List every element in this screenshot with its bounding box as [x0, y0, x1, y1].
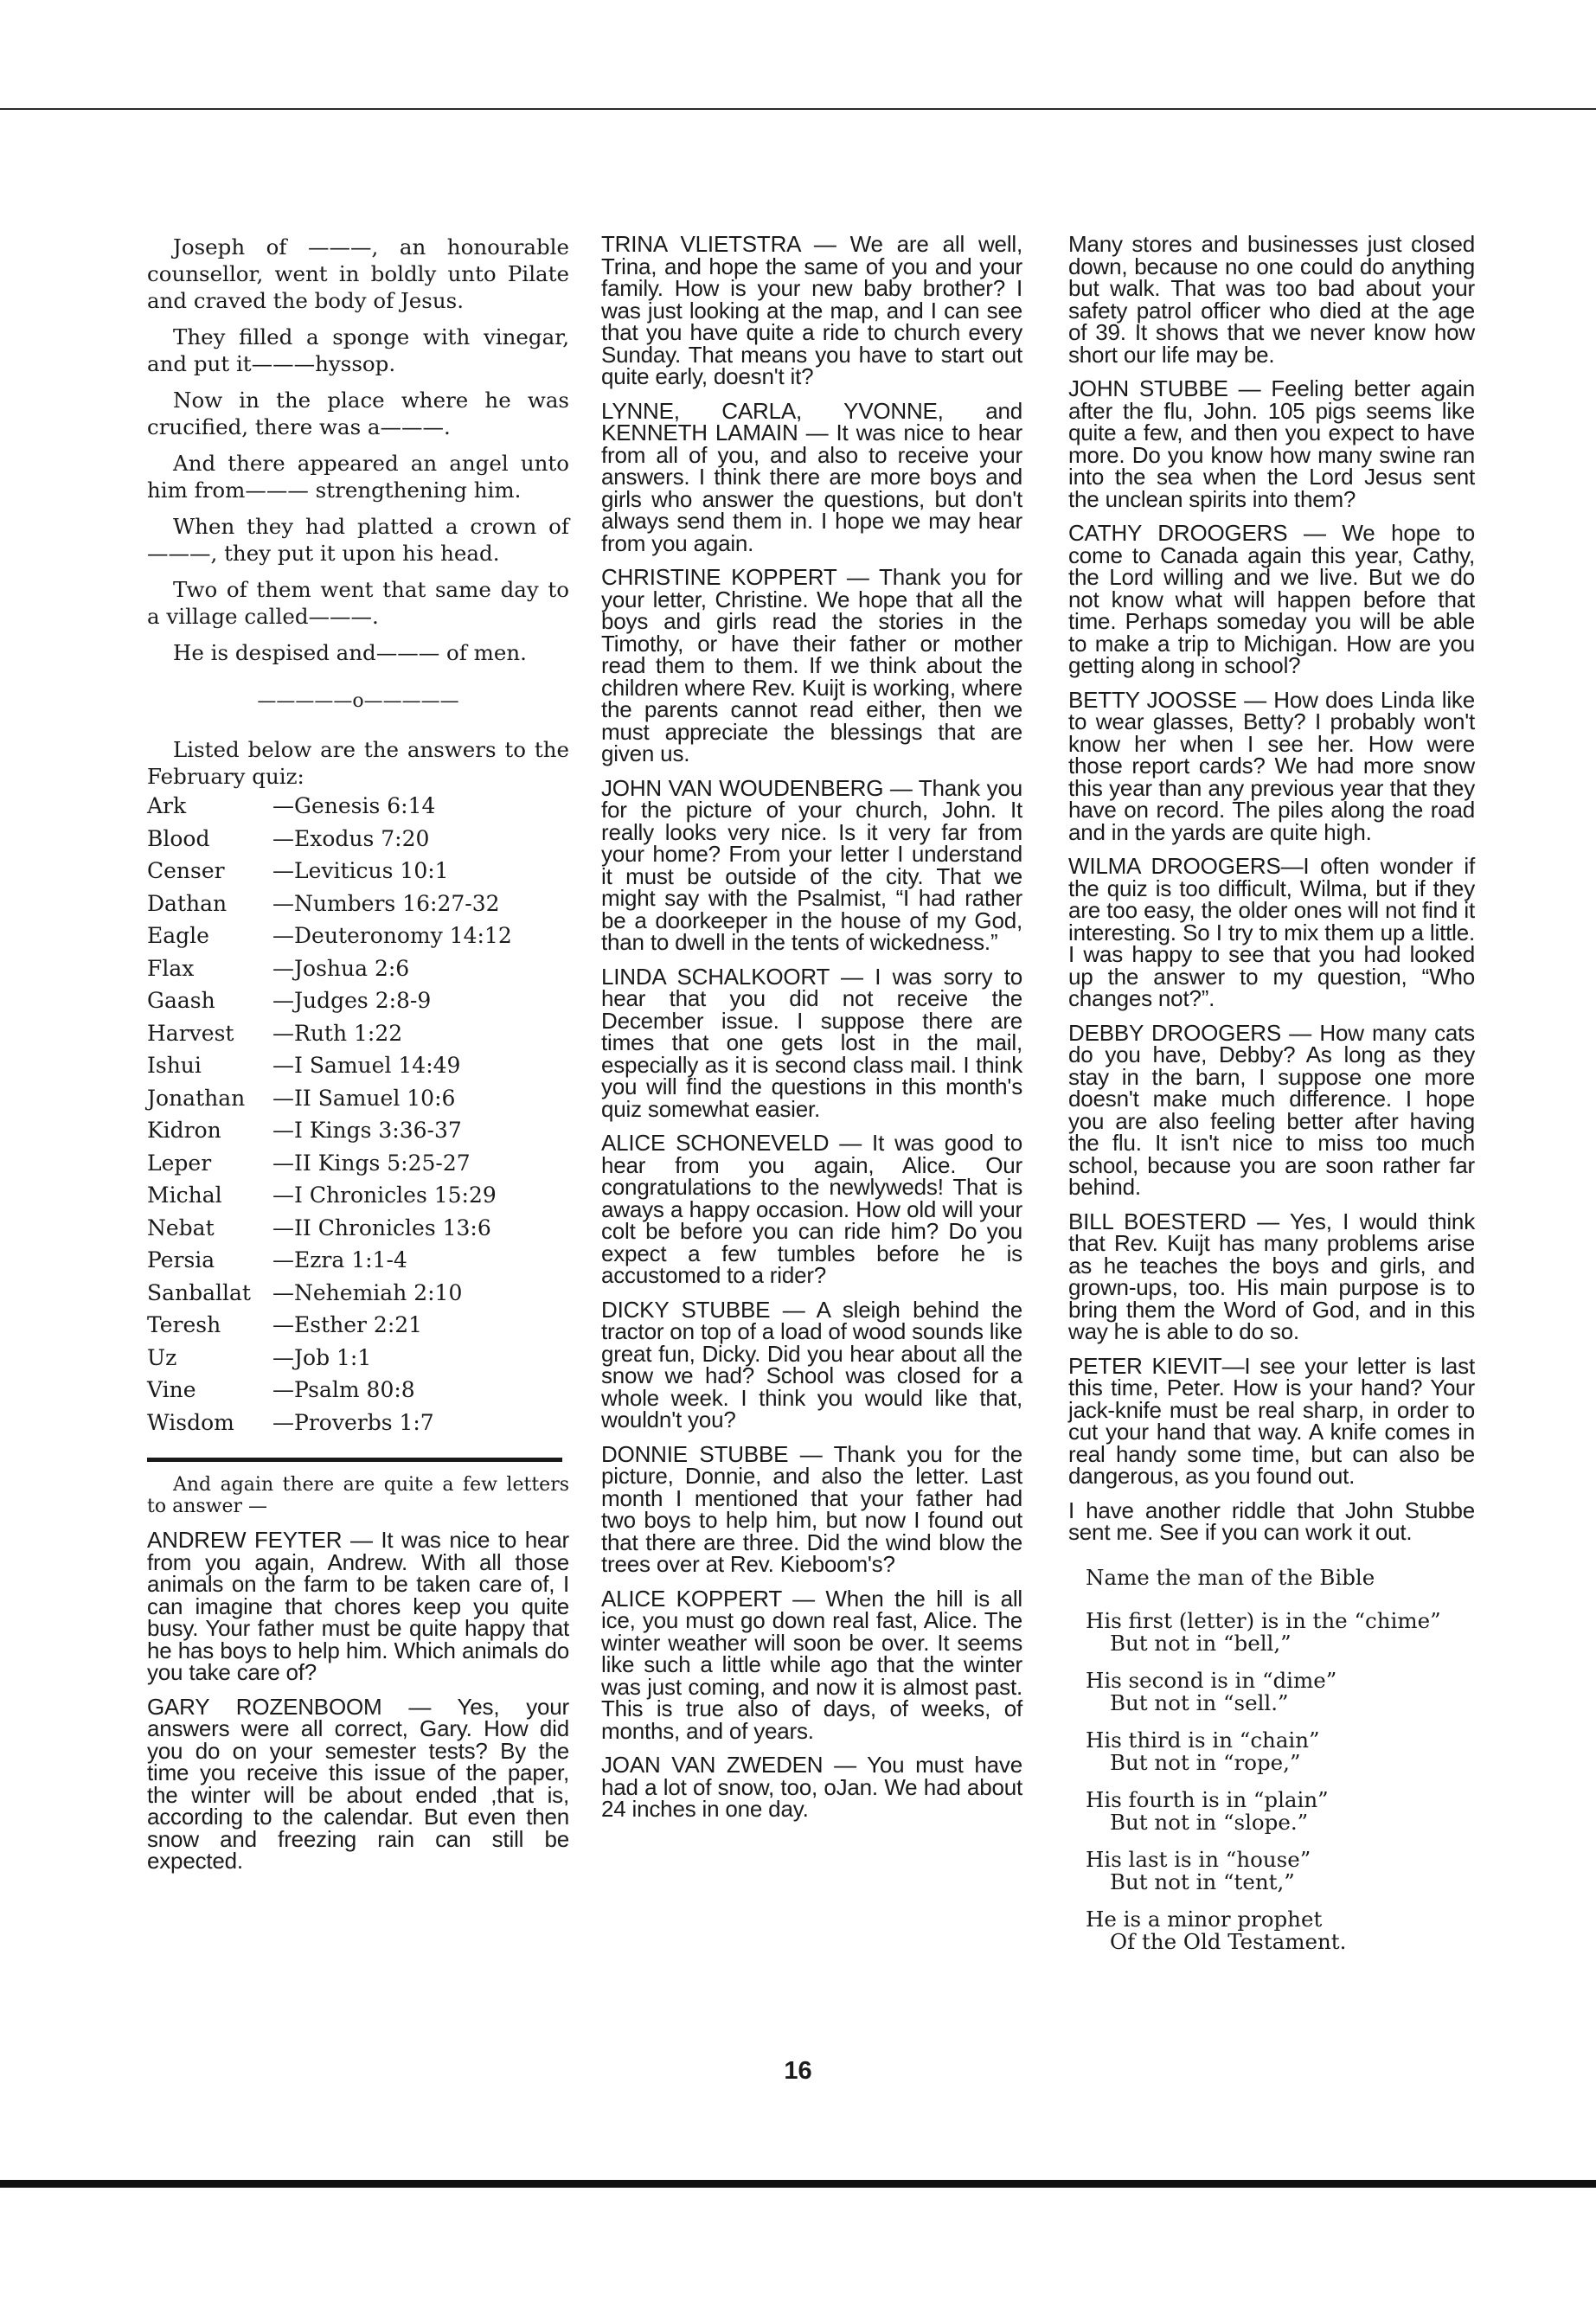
answer-row	[147, 855, 569, 888]
letter-reply: I have another riddle that John Stubbe sent me. See if you can work it out.	[1068, 1497, 1475, 1545]
answer-row	[147, 1212, 569, 1245]
answer-reference: —Nehemiah 2:10	[272, 1279, 463, 1305]
answer-word: Censer	[147, 858, 225, 883]
riddle-verse	[1086, 1908, 1475, 1953]
letter-reply: TRINA VLIETSTRA — We are all well, Trina, and hope the same of you and your family. How is your new baby brother? I was just looking at the map, and I can see that you have quite a ride to church every Sunday. That means you have to start out quite early, doesn't it?	[601, 231, 1022, 389]
riddle-subline: But not in “bell,”	[1110, 1630, 1292, 1656]
answer-word: Gaash	[147, 988, 215, 1013]
answer-reference: —Ruth 1:22	[272, 1020, 403, 1046]
riddle-subline: But not in “rope,”	[1110, 1749, 1301, 1775]
answer-row	[147, 1179, 569, 1212]
answer-row	[147, 1342, 569, 1375]
answer-reference: —Ezra 1:1-4	[272, 1247, 407, 1272]
riddle-subline: Of the Old Testament.	[1110, 1928, 1347, 1954]
answer-reference: —Judges 2:8-9	[272, 988, 432, 1013]
answer-row	[147, 920, 569, 952]
answer-reference: —Job 1:1	[272, 1344, 372, 1370]
answer-word: Leper	[147, 1150, 212, 1176]
answer-reference: —I Kings 3:36-37	[272, 1118, 462, 1143]
answer-reference: —II Samuel 10:6	[272, 1085, 456, 1111]
scan-bottom-bar	[0, 2180, 1596, 2188]
answer-row	[147, 1017, 569, 1050]
scan-top-band	[0, 0, 1596, 110]
letter-reply: WILMA DROOGERS—I often wonder if the quiz is too difficult, Wilma, but if they are too easy, the older ones will not find it interesting. So I try to mix them up a little. I was happy to see that you had looked up the answer to my question, “Who changes not?”.	[1068, 853, 1475, 1011]
letters-list-middle	[601, 231, 1022, 1822]
letter-reply: CHRISTINE KOPPERT — Thank you for your letter, Christine. We hope that all the boys and girls read the stories in the Timothy, or have their father or mother read them to them. If we think about the children where Rev. Kuijt is working, where the parents cannot read either, then we must appreciate the blessings that are given us.	[601, 564, 1022, 766]
quiz-questions	[147, 234, 569, 666]
letter-reply: GARY ROZENBOOM — Yes, your answers were all correct, Gary. How did you do on your semester tests? By the time you receive this issue of the paper, the winter will be about ended ,that is, according to the calendar. But even then snow and freezing rain can still be expected.	[147, 1693, 569, 1874]
letter-reply: BILL BOESTERD — Yes, I would think that Rev. Kuijt has many problems arise as he teaches the boys and girls, and grown-ups, too. His main purpose is to bring them the Word of God, and in this way he is able to do so.	[1068, 1208, 1475, 1344]
answer-word: Blood	[147, 825, 210, 851]
letter-reply: BETTY JOOSSE — How does Linda like to wear glasses, Betty? I probably won't know her when I see her. How were those report cards? We had more snow this year than any previous year that they have on record. The piles along the road and in the yards are quite high.	[1068, 686, 1475, 845]
letter-reply: ALICE SCHONEVELD — It was good to hear from you again, Alice. Our congratulations to the newlyweds! That is aways a happy occasion. How old will your colt be before you can ride him? Do you expect a few tumbles before he is accustomed to a rider?	[601, 1130, 1022, 1288]
answer-word: Teresh	[147, 1312, 221, 1337]
letter-reply: JOHN STUBBE — Feeling better again after the flu, John. 105 pigs seems like quite a few, and then you expect to have more. Do you know how many swine ran into the sea when the Lord Jesus sent the unclean spirits into them?	[1068, 375, 1475, 512]
letter-reply: JOAN VAN ZWEDEN — You must have had a lot of snow, too, oJan. We had about 24 inches in one day.	[601, 1752, 1022, 1822]
letters-list-right	[1068, 231, 1475, 1545]
column-middle	[601, 231, 1022, 1833]
letter-reply: JOHN VAN WOUDENBERG — Thank you for the picture of your church, John. It really looks very nice. Is it very far from your home? From your letter I understand it must be outside of the city. That we might say with the Psalmist, “I had rather be a doorkeeper in the house of my God, than to dwell in the tents of wickedness.”	[601, 774, 1022, 955]
answer-reference: —Genesis 6:14	[272, 793, 436, 818]
answer-word: Uz	[147, 1344, 177, 1370]
quiz-question: When they had platted a crown of———, they put it upon his head.	[147, 514, 569, 566]
answer-row	[147, 1082, 569, 1115]
quiz-question: He is despised and——— of men.	[173, 640, 527, 665]
answer-word: Harvest	[147, 1020, 234, 1046]
riddle-line: He is a minor prophet	[1086, 1906, 1323, 1932]
riddle-verse	[1086, 1607, 1475, 1656]
letter-reply: ALICE KOPPERT — When the hill is all ice, you must go down real fast, Alice. The winter weather will soon be over. It seems like such a little while ago that the winter was just coming, and now it is almost past. This is true also of days, of weeks, of months, and of years.	[601, 1585, 1022, 1744]
letters-list-left	[147, 1529, 569, 1873]
answer-word: Dathan	[147, 890, 228, 916]
answers-table	[147, 790, 569, 1439]
answer-row	[147, 888, 569, 920]
riddle-verse	[1086, 1846, 1475, 1894]
answer-reference: —I Samuel 14:49	[272, 1053, 461, 1078]
answer-reference: —Joshua 2:6	[272, 955, 410, 981]
answer-row	[147, 984, 569, 1017]
answer-word: Vine	[147, 1377, 196, 1402]
answer-row	[147, 1407, 569, 1439]
letter-reply: ANDREW FEYTER — It was nice to hear from you again, Andrew. With all those animals on the farm to be taken care of, I can imagine that chores keep you quite busy. Your father must be quite happy that he has boys to help him. Which animals do you take care of?	[147, 1527, 569, 1685]
riddle-line: His first (letter) is in the “chime”	[1086, 1607, 1441, 1633]
answer-reference: —Deuteronomy 14:12	[272, 923, 512, 948]
letter-reply: DICKY STUBBE — A sleigh behind the tractor on top of a load of wood sounds like great fun, Dicky. Did you hear about all the snow we had? School was closed for a whole week. I think you would like that, wouldn't you?	[601, 1296, 1022, 1433]
riddle-subline: But not in “tent,”	[1110, 1868, 1295, 1894]
answer-row	[147, 952, 569, 985]
answer-word: Flax	[147, 955, 195, 981]
quiz-question: They filled a sponge with vinegar, and put it———hyssop.	[147, 324, 569, 376]
answer-row	[147, 1147, 569, 1180]
letter-reply: DONNIE STUBBE — Thank you for the picture, Donnie, and also the letter. Last month I mentioned that your father had two boys to help him, but now I found out that there are three. Did the wind blow the trees over at Rev. Kieboom's?	[601, 1440, 1022, 1577]
letters-intro: And again there are quite a few letters to answer —	[147, 1474, 569, 1517]
answer-word: Eagle	[147, 923, 209, 948]
letter-reply: LINDA SCHALKOORT — I was sorry to hear that you did not receive the December issue. I suppose there are times that one gets lost in the mail, especially as it is second class mail. I think you will find the questions in this month's quiz somewhat easier.	[601, 963, 1022, 1122]
riddle-line: His last is in “house”	[1086, 1846, 1311, 1872]
answer-row	[147, 1114, 569, 1147]
answer-row	[147, 1309, 569, 1342]
answer-word: Persia	[147, 1247, 215, 1272]
answer-reference: —Leviticus 10:1	[272, 858, 449, 883]
quiz-question: Now in the place where he was crucified, there was a———.	[147, 388, 569, 439]
quiz-question: Two of them went that same day to a village called———.	[147, 577, 569, 629]
answer-row	[147, 1374, 569, 1407]
letter-reply: LYNNE, CARLA, YVONNE, and KENNETH LAMAIN — It was nice to hear from all of you, and also to receive your answers. I think there are more boys and girls who answer the questions, but don't always send them in. I hope we may hear from you again.	[601, 397, 1022, 556]
section-divider: —————o—————	[257, 690, 459, 712]
section-rule	[147, 1458, 562, 1462]
answer-word: Wisdom	[147, 1409, 234, 1435]
quiz-question: And there appeared an angel unto him from——— strengthening him.	[147, 451, 569, 503]
quiz-question: Joseph of ———, an honourable counsellor, went in boldly unto Pilate and craved the body of Jesus.	[147, 234, 569, 313]
column-right	[1068, 231, 1475, 1968]
column-left	[147, 234, 569, 1885]
answer-reference: —II Chronicles 13:6	[272, 1215, 491, 1240]
answer-word: Kidron	[147, 1118, 221, 1143]
answer-word: Nebat	[147, 1215, 215, 1240]
page-number: 16	[784, 2057, 812, 2085]
riddle-verse	[1086, 1729, 1475, 1774]
answer-row	[147, 823, 569, 856]
answer-reference: —II Kings 5:25-27	[272, 1150, 471, 1176]
letter-reply: PETER KIEVIT—I see your letter is last this time, Peter. How is your hand? Your jack-knife must be real sharp, in order to cut your hand that way. A knife comes in real handy some time, but can also be dangerous, as you found out.	[1068, 1352, 1475, 1489]
answer-reference: —I Chronicles 15:29	[272, 1183, 497, 1208]
answer-row	[147, 1277, 569, 1310]
answer-word: Sanballat	[147, 1279, 251, 1305]
riddle	[1068, 1564, 1475, 1954]
riddle-subline: But not in “slope.”	[1110, 1809, 1309, 1835]
letter-reply: DEBBY DROOGERS — How many cats do you have, Debby? As long as they stay in the barn, I suppose one more doesn't make much difference. I hope you are also feeling better after having the flu. It isn't nice to miss too much school, because you are soon rather far behind.	[1068, 1019, 1475, 1200]
riddle-subline: But not in “sell.”	[1110, 1689, 1289, 1715]
answer-row	[147, 790, 569, 823]
answer-reference: —Psalm 80:8	[272, 1377, 415, 1402]
riddle-line: His fourth is in “plain”	[1086, 1786, 1329, 1812]
riddle-verse	[1086, 1667, 1475, 1715]
answer-reference: —Esther 2:21	[272, 1312, 423, 1337]
riddle-line: His second is in “dime”	[1086, 1667, 1337, 1693]
riddle-title: Name the man of the Bible	[1086, 1564, 1375, 1590]
answer-word: Ark	[147, 793, 187, 818]
riddle-verse	[1086, 1786, 1475, 1835]
answer-reference: —Numbers 16:27-32	[272, 890, 500, 916]
letter-reply: Many stores and businesses just closed down, because no one could do anything but walk. That was too bad about your safety patrol officer who died at the age of 39. It shows that we never know how short our life may be.	[1068, 231, 1475, 368]
answer-word: Michal	[147, 1183, 222, 1208]
answer-word: Ishui	[147, 1053, 202, 1078]
answer-word: Jonathan	[147, 1085, 246, 1111]
answer-row	[147, 1049, 569, 1082]
riddle-line: His third is in “chain”	[1086, 1727, 1320, 1753]
answers-intro: Listed below are the answers to the February quiz:	[147, 737, 569, 789]
answer-reference: —Exodus 7:20	[272, 825, 430, 851]
letter-reply: CATHY DROOGERS — We hope to come to Canada again this year, Cathy, the Lord willing and we live. But we do not know what will happen before that time. Perhaps someday you will be able to make a trip to Michigan. How are you getting along in school?	[1068, 520, 1475, 678]
answer-row	[147, 1244, 569, 1277]
answer-reference: —Proverbs 1:7	[272, 1409, 434, 1435]
